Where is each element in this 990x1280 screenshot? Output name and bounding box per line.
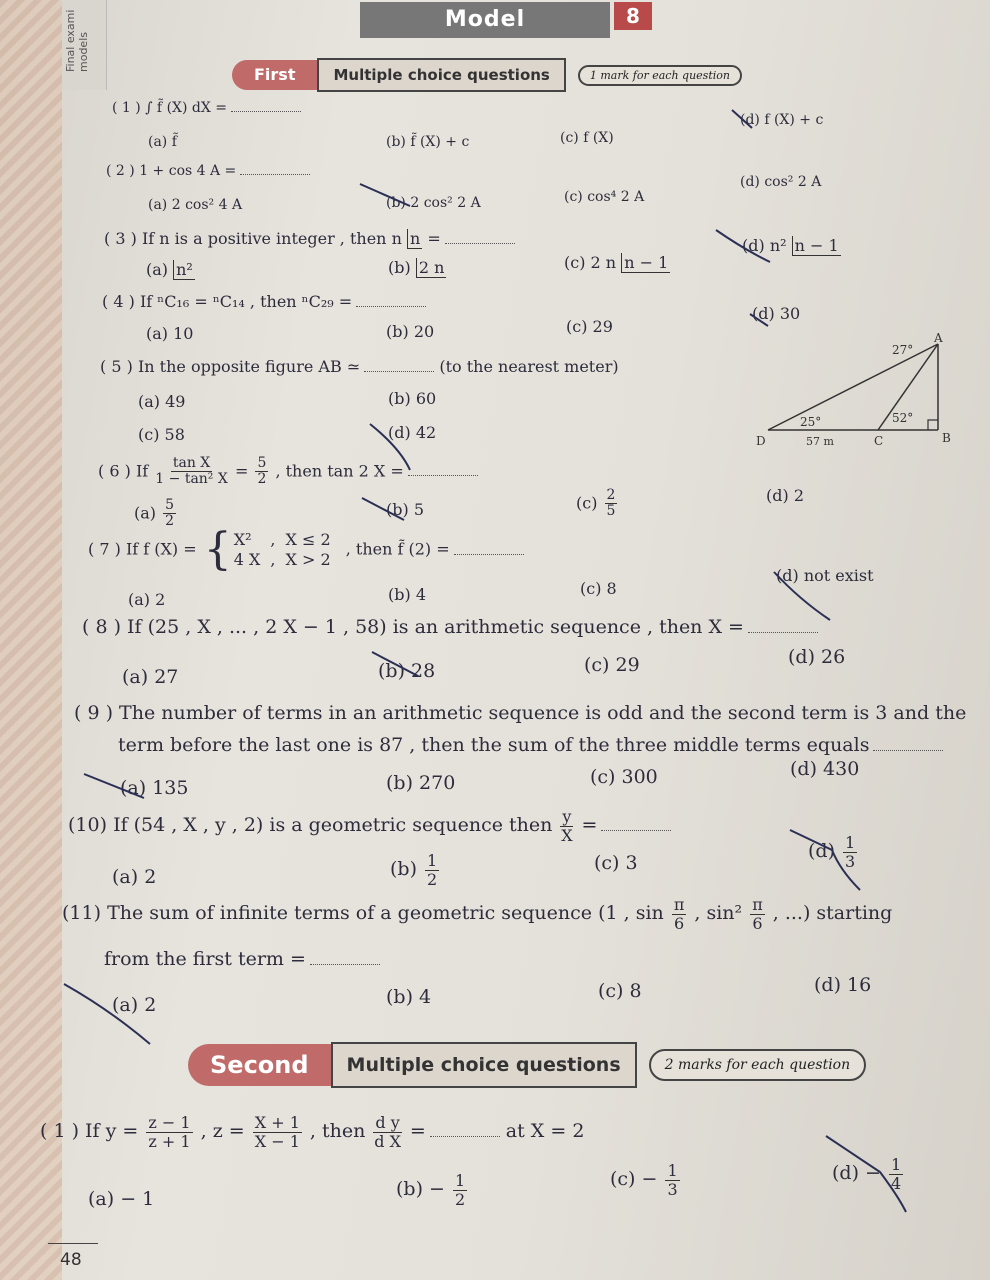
question-6: ( 6 ) If $\frac{\text{tan X}}{\text{1 − tan² X}}$ = $\frac{5}{2}$ , then tan 2 X =: [98, 456, 478, 488]
q9-option-c[interactable]: (c) 300: [590, 766, 658, 788]
question-10: (10) If (54 , X , y , 2) is a geometric sequence then $\frac{y}{X}$ =: [68, 808, 671, 844]
q11-option-b[interactable]: (b) 4: [386, 986, 432, 1008]
vertex-c-label: C: [874, 434, 884, 448]
question-1: ( 1 ) ∫ f̃ (X) dX =: [112, 100, 301, 116]
q1-option-a[interactable]: (a) f̃: [148, 134, 177, 150]
question-11-line-2: from the first term =: [104, 948, 380, 970]
vertex-d-label: D: [756, 434, 766, 448]
question-9-line-2: term before the last one is 87 , then the sum of the three middle terms equals: [118, 734, 943, 756]
section-note: 1 mark for each question: [578, 65, 742, 86]
vertex-a-label: A: [934, 331, 943, 345]
section-tag: First: [232, 60, 317, 90]
q5-option-c[interactable]: (c) 58: [138, 425, 185, 444]
section-tag: Second: [188, 1044, 331, 1086]
q6-option-c[interactable]: (c) $\frac{2}{5}$: [576, 487, 616, 520]
question-9: ( 9 ) The number of terms in an arithmetic sequence is odd and the second term is 3 and the: [74, 702, 967, 724]
q9-option-d[interactable]: (d) 430: [790, 758, 860, 780]
s2q1-option-d[interactable]: (d) − $\frac{1}{4}$: [832, 1155, 902, 1193]
q4-option-c[interactable]: (c) 29: [566, 317, 613, 336]
q1-option-d[interactable]: (d) f (X) + c: [740, 112, 824, 128]
q2-option-b[interactable]: (b) 2 cos² 2 A: [386, 195, 481, 211]
q2-option-a[interactable]: (a) 2 cos² 4 A: [148, 197, 243, 213]
q8-option-b[interactable]: (b) 28: [378, 660, 436, 682]
q3-option-c[interactable]: (c) 2 n n − 1: [564, 253, 669, 272]
side-label: Final exami models: [64, 9, 90, 72]
question-5: ( 5 ) In the opposite figure AB ≃ (to the nearest meter): [100, 357, 619, 376]
q9-option-a[interactable]: (a) 135: [120, 777, 189, 799]
q3-option-a[interactable]: (a) n²: [146, 260, 193, 279]
q1-option-b[interactable]: (b) f̃ (X) + c: [386, 134, 470, 150]
right-angle-mark: [928, 420, 938, 430]
q11-option-d[interactable]: (d) 16: [814, 974, 872, 996]
q10-option-a[interactable]: (a) 2: [112, 866, 157, 888]
q5-option-a[interactable]: (a) 49: [138, 392, 186, 411]
q8-option-d[interactable]: (d) 26: [788, 646, 846, 668]
section-note: 2 marks for each question: [649, 1049, 866, 1081]
section-title: Multiple choice questions: [317, 58, 565, 92]
q11-option-a[interactable]: (a) 2: [112, 994, 157, 1016]
q7-option-d[interactable]: (d) not exist: [776, 566, 874, 585]
question-11: (11) The sum of infinite terms of a geometric sequence (1 , sin $\frac{\pi}{6}$ , sin² $\frac{\pi}{6}$ , ...) starting: [62, 895, 893, 933]
q7-option-c[interactable]: (c) 8: [580, 579, 617, 598]
s2q1-option-a[interactable]: (a) − 1: [88, 1188, 155, 1210]
page-number-rule: [48, 1243, 98, 1244]
q6-option-d[interactable]: (d) 2: [766, 486, 804, 505]
q7-option-a[interactable]: (a) 2: [128, 590, 166, 609]
q6-option-a[interactable]: (a) $\frac{5}{2}$: [134, 497, 175, 530]
model-number: 8: [614, 2, 652, 30]
q3-option-b[interactable]: (b) 2 n: [388, 258, 445, 277]
second-question-1: ( 1 ) If y = $\frac{z - 1}{z + 1}$ , z = $\frac{X + 1}{X - 1}$ , then $\frac{\text{d y}}{\text{d X}}$ = at X = 2: [40, 1113, 585, 1151]
q7-option-b[interactable]: (b) 4: [388, 585, 426, 604]
question-7: ( 7 ) If f (X) = { X² , X ≤ 2 4 X , X > 2 , then f̃ (2) =: [88, 528, 524, 572]
q10-option-c[interactable]: (c) 3: [594, 852, 638, 874]
q2-option-c[interactable]: (c) cos⁴ 2 A: [564, 189, 645, 205]
s2q1-option-b[interactable]: (b) − $\frac{1}{2}$: [396, 1171, 466, 1209]
s2q1-option-c[interactable]: (c) − $\frac{1}{3}$: [610, 1161, 678, 1199]
triangle-figure: [752, 330, 972, 460]
question-8: ( 8 ) If (25 , X , ... , 2 X − 1 , 58) is an arithmetic sequence , then X =: [82, 616, 818, 638]
question-4: ( 4 ) If ⁿC₁₆ = ⁿC₁₄ , then ⁿC₂₉ =: [102, 292, 426, 311]
book-spine: [0, 0, 62, 1280]
section-title: Multiple choice questions: [331, 1042, 637, 1088]
q2-option-d[interactable]: (d) cos² 2 A: [740, 174, 822, 190]
angle-c-label: 52°: [892, 411, 914, 425]
model-title: Model: [360, 2, 610, 38]
distance-label: 57 m: [806, 435, 834, 448]
q4-option-a[interactable]: (a) 10: [146, 324, 194, 343]
q10-option-b[interactable]: (b) $\frac{1}{2}$: [390, 851, 438, 889]
q5-option-d[interactable]: (d) 42: [388, 423, 437, 442]
q1-option-c[interactable]: (c) f (X): [560, 130, 614, 146]
piecewise-brace: { X² , X ≤ 2 4 X , X > 2: [203, 524, 331, 575]
angle-a-label: 27°: [892, 343, 914, 357]
q4-option-b[interactable]: (b) 20: [386, 322, 435, 341]
page-number: 48: [60, 1250, 82, 1270]
q8-option-a[interactable]: (a) 27: [122, 666, 179, 688]
section-second-banner: [188, 1042, 866, 1088]
question-2: ( 2 ) 1 + cos 4 A =: [106, 163, 310, 179]
section-first-banner: [232, 58, 742, 92]
q6-option-b[interactable]: (b) 5: [386, 500, 424, 519]
q11-option-c[interactable]: (c) 8: [598, 980, 642, 1002]
q10-option-d[interactable]: (d) $\frac{1}{3}$: [808, 833, 856, 871]
q3-option-d[interactable]: (d) n² n − 1: [742, 236, 839, 255]
question-3: ( 3 ) If n is a positive integer , then n n =: [104, 229, 515, 248]
angle-d-label: 25°: [800, 415, 822, 429]
q8-option-c[interactable]: (c) 29: [584, 654, 640, 676]
q5-option-b[interactable]: (b) 60: [388, 389, 437, 408]
vertex-b-label: B: [942, 431, 951, 445]
q9-option-b[interactable]: (b) 270: [386, 772, 456, 794]
q4-option-d[interactable]: (d) 30: [752, 304, 801, 323]
